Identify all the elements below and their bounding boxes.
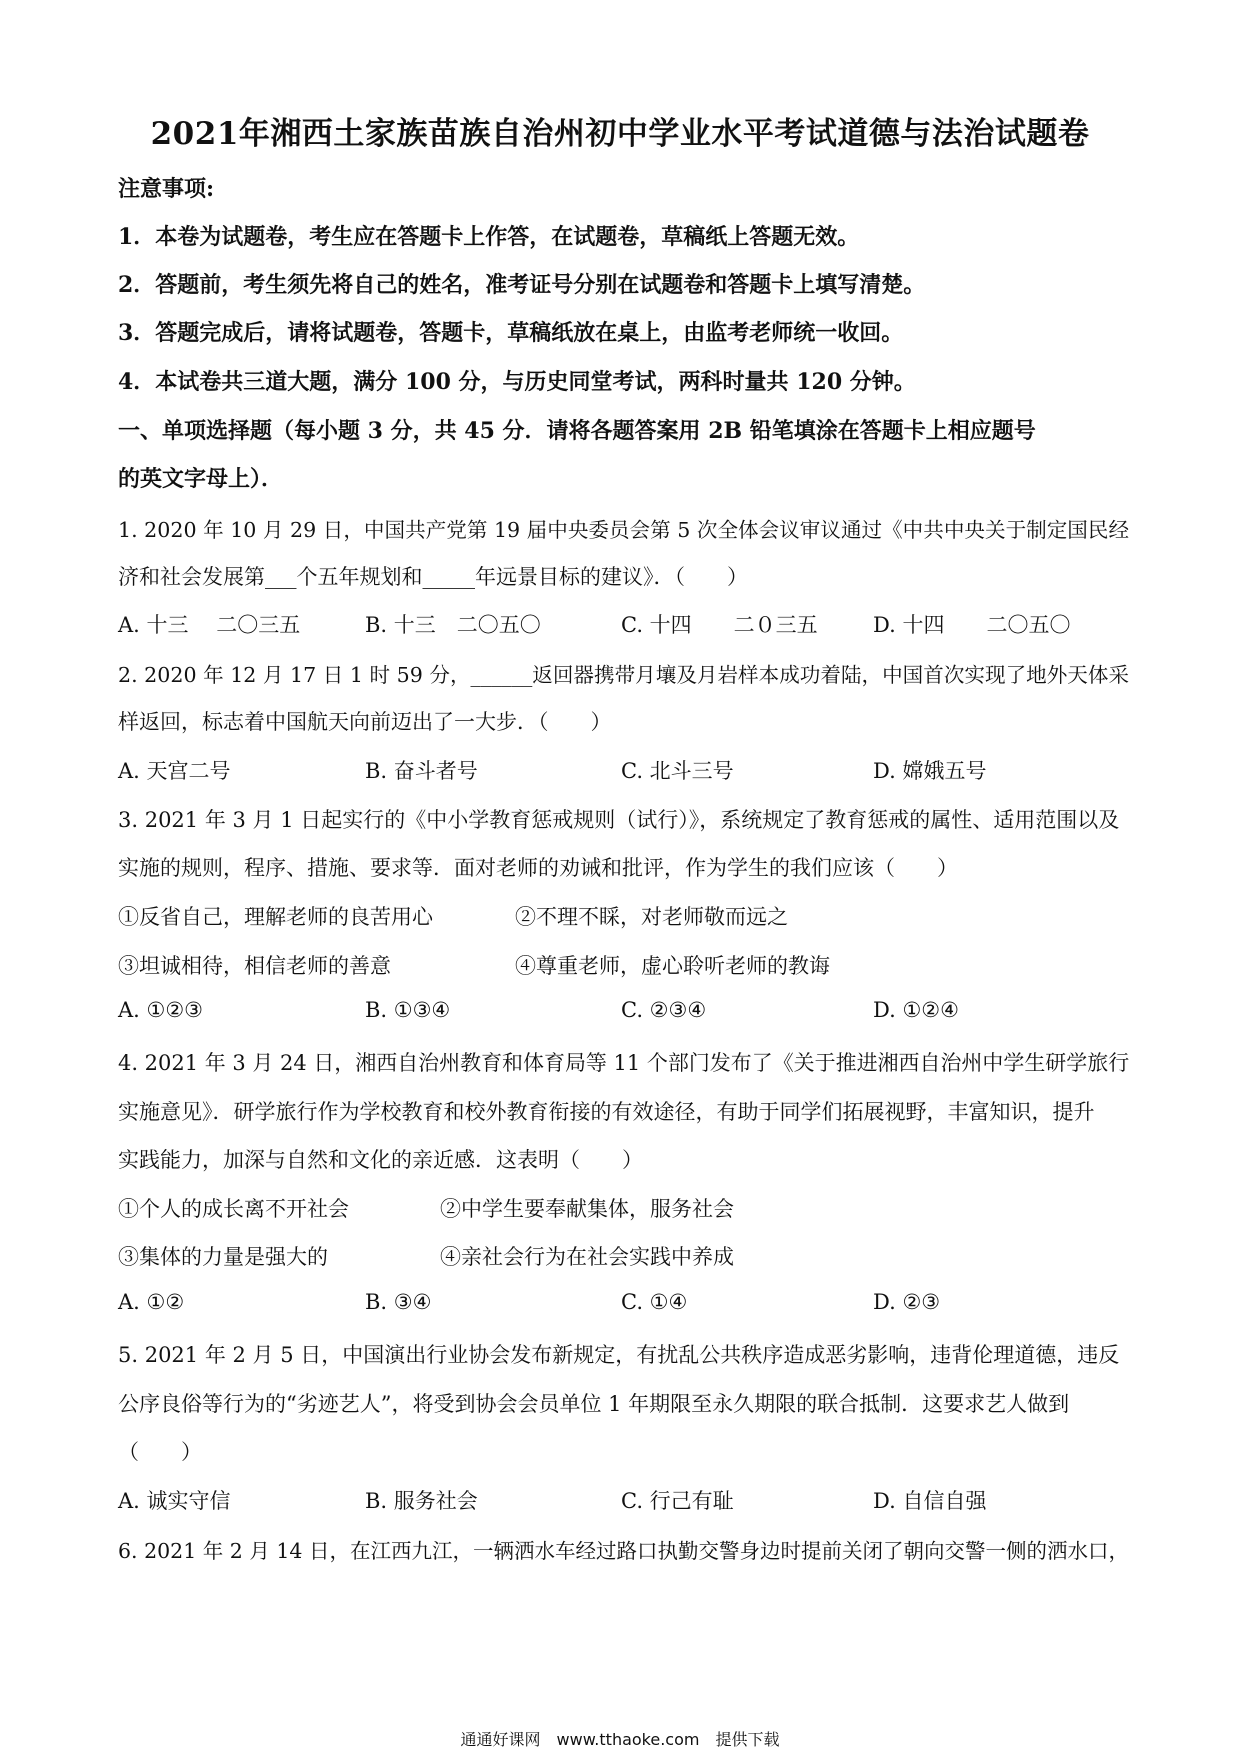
question-3-option-a: A. ①②③ [118, 998, 203, 1022]
question-4-line1: 4. 2021 年 3 月 24 日，湘西自治州教育和体育局等 11 个部门发布了《关于推进湘西自治州中学生研学旅行 [118, 1051, 1130, 1075]
notice-item-1: 1．本卷为试题卷，考生应在答题卡上作答，在试题卷，草稿纸上答题无效。 [118, 224, 860, 250]
question-4-statement-1: ①个人的成长离不开社会 [118, 1197, 349, 1221]
question-1-line2: 济和社会发展第___个五年规划和_____年远景目标的建议》．（ ） [118, 565, 748, 589]
question-3-line2: 实施的规则，程序、措施、要求等．面对老师的劝诫和批评，作为学生的我们应该（ ） [118, 856, 958, 880]
question-5-option-b: B. 服务社会 [365, 1489, 478, 1513]
notice-heading: 注意事项: [118, 176, 215, 202]
question-4-statement-2: ②中学生要奉献集体，服务社会 [440, 1197, 734, 1221]
section1-heading-line2: 的英文字母上）． [118, 466, 284, 492]
question-4-option-a: A. ①② [118, 1290, 185, 1314]
question-3-statement-4: ④尊重老师，虚心聆听老师的教诲 [515, 954, 830, 978]
question-1-option-c: C. 十四 二０三五 [621, 613, 818, 637]
question-4-option-c: C. ①④ [621, 1290, 688, 1314]
notice-item-4: 4．本试卷共三道大题，满分 100 分，与历史同堂考试，两科时量共 120 分钟。 [118, 369, 916, 395]
question-2-option-b: B. 奋斗者号 [365, 759, 478, 783]
question-1-option-d: D. 十四 二〇五〇 [873, 613, 1071, 637]
question-4-statement-3: ③集体的力量是强大的 [118, 1245, 328, 1269]
question-4-line3: 实践能力，加深与自然和文化的亲近感．这表明（ ） [118, 1148, 643, 1172]
question-4-option-b: B. ③④ [365, 1290, 432, 1314]
question-2-option-c: C. 北斗三号 [621, 759, 734, 783]
question-5-option-d: D. 自信自强 [873, 1489, 987, 1513]
question-4-statement-4: ④亲社会行为在社会实践中养成 [440, 1245, 734, 1269]
question-5-line2: 公序良俗等行为的“劣迹艺人”，将受到协会会员单位 1 年期限至永久期限的联合抵制．这要求艺人做到 [118, 1392, 1070, 1416]
section1-heading-line1: 一、单项选择题（每小题 3 分，共 45 分．请将各题答案用 2B 铅笔填涂在答题卡上相应题号 [118, 418, 1036, 444]
page-footer: 通通好课网 www.tthaoke.com 提供下载 [460, 1730, 780, 1749]
question-5-line3: （ ） [118, 1440, 202, 1464]
page-title: 2021年湘西土家族苗族自治州初中学业水平考试道德与法治试题卷 [150, 116, 1090, 152]
question-4-line2: 实施意见》．研学旅行作为学校教育和校外教育衔接的有效途径，有助于同学们拓展视野，丰富知识，提升 [118, 1100, 1095, 1124]
question-1-option-b: B. 十三 二〇五〇 [365, 613, 541, 637]
question-5-option-a: A. 诚实守信 [118, 1489, 231, 1513]
question-2-option-d: D. 嫦娥五号 [873, 759, 987, 783]
question-3-statement-1: ①反省自己，理解老师的良苦用心 [118, 905, 433, 929]
question-3-option-d: D. ①②④ [873, 998, 959, 1022]
question-2-option-a: A. 天宫二号 [118, 759, 231, 783]
question-1-option-a: A. 十三 二〇三五 [118, 613, 301, 637]
question-4-option-d: D. ②③ [873, 1290, 941, 1314]
question-3-option-b: B. ①③④ [365, 998, 451, 1022]
question-3-line1: 3. 2021 年 3 月 1 日起实行的《中小学教育惩戒规则（试行）》，系统规定了教育惩戒的属性、适用范围以及 [118, 808, 1120, 832]
question-6-line1: 6. 2021 年 2 月 14 日，在江西九江，一辆洒水车经过路口执勤交警身边时提前关闭了朝向交警一侧的洒水口， [118, 1539, 1129, 1563]
notice-item-3: 3．答题完成后，请将试题卷，答题卡，草稿纸放在桌上，由监考老师统一收回。 [118, 320, 904, 346]
question-3-option-c: C. ②③④ [621, 998, 707, 1022]
question-5-option-c: C. 行己有耻 [621, 1489, 734, 1513]
question-2-line1: 2. 2020 年 12 月 17 日 1 时 59 分，______返回器携带月壤及月岩样本成功着陆，中国首次实现了地外天体采 [118, 663, 1130, 687]
question-5-line1: 5. 2021 年 2 月 5 日，中国演出行业协会发布新规定，有扰乱公共秩序造成恶劣影响，违背伦理道德，违反 [118, 1343, 1120, 1367]
notice-item-2: 2．答题前，考生须先将自己的姓名，准考证号分别在试题卷和答题卡上填写清楚。 [118, 272, 926, 298]
question-1-line1: 1. 2020 年 10 月 29 日，中国共产党第 19 届中央委员会第 5 次全体会议审议通过《中共中央关于制定国民经 [118, 518, 1130, 542]
question-3-statement-2: ②不理不睬，对老师敬而远之 [515, 905, 788, 929]
question-3-statement-3: ③坦诚相待，相信老师的善意 [118, 954, 391, 978]
question-2-line2: 样返回，标志着中国航天向前迈出了一大步．（ ） [118, 710, 612, 734]
